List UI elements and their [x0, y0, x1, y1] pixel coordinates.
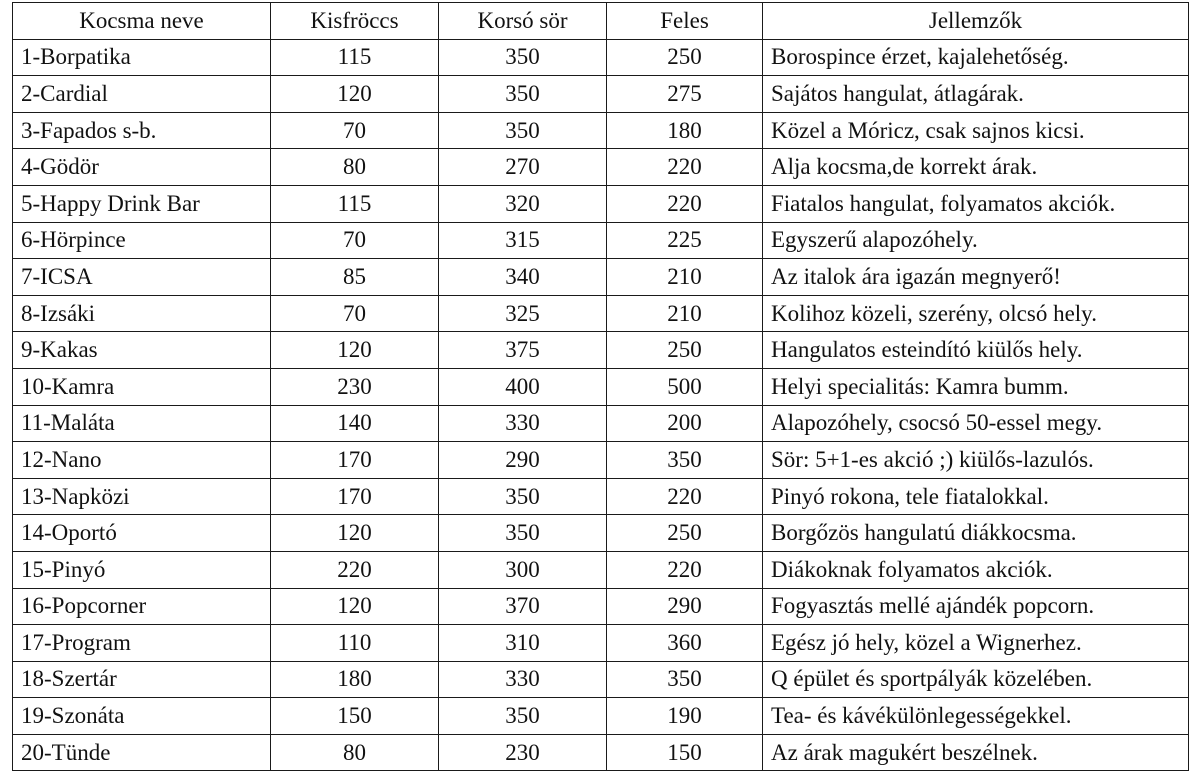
cell-korso-sor-price: 325 [439, 295, 607, 332]
table-row [13, 295, 1189, 332]
cell-description: Borospince érzet, kajalehetőség. [763, 39, 1189, 76]
cell-feles-price: 220 [607, 478, 763, 515]
table-row [13, 76, 1189, 113]
cell-pub-name: 18-Szertár [13, 661, 271, 698]
cell-kisfroccs-price: 170 [271, 442, 439, 479]
cell-kisfroccs-price: 150 [271, 698, 439, 735]
cell-description: Q épület és sportpályák közelében. [763, 661, 1189, 698]
table-row [13, 259, 1189, 296]
table-row [13, 442, 1189, 479]
cell-pub-name: 1-Borpatika [13, 39, 271, 76]
pub-price-table-container [12, 2, 1188, 771]
cell-description: Diákoknak folyamatos akciók. [763, 551, 1189, 588]
cell-pub-name: 6-Hörpince [13, 222, 271, 259]
cell-feles-price: 150 [607, 734, 763, 771]
cell-description: Borgőzös hangulatú diákkocsma. [763, 515, 1189, 552]
cell-korso-sor-price: 330 [439, 405, 607, 442]
cell-pub-name: 8-Izsáki [13, 295, 271, 332]
cell-kisfroccs-price: 120 [271, 588, 439, 625]
cell-kisfroccs-price: 220 [271, 551, 439, 588]
cell-pub-name: 10-Kamra [13, 368, 271, 405]
cell-description: Sör: 5+1-es akció ;) kiülős-lazulós. [763, 442, 1189, 479]
cell-kisfroccs-price: 180 [271, 661, 439, 698]
cell-feles-price: 220 [607, 149, 763, 186]
cell-kisfroccs-price: 115 [271, 39, 439, 76]
cell-pub-name: 19-Szonáta [13, 698, 271, 735]
header-jellemzok: Jellemzők [763, 3, 1189, 40]
cell-korso-sor-price: 230 [439, 734, 607, 771]
table-row [13, 149, 1189, 186]
cell-korso-sor-price: 310 [439, 625, 607, 662]
table-row [13, 515, 1189, 552]
cell-pub-name: 20-Tünde [13, 734, 271, 771]
cell-description: Helyi specialitás: Kamra bumm. [763, 368, 1189, 405]
cell-korso-sor-price: 330 [439, 661, 607, 698]
cell-pub-name: 2-Cardial [13, 76, 271, 113]
cell-description: Egész jó hely, közel a Wignerhez. [763, 625, 1189, 662]
cell-description: Kolihoz közeli, szerény, olcsó hely. [763, 295, 1189, 332]
cell-pub-name: 11-Maláta [13, 405, 271, 442]
cell-korso-sor-price: 370 [439, 588, 607, 625]
header-pub-name: Kocsma neve [13, 3, 271, 40]
cell-kisfroccs-price: 115 [271, 185, 439, 222]
cell-korso-sor-price: 290 [439, 442, 607, 479]
table-row [13, 332, 1189, 369]
cell-feles-price: 180 [607, 112, 763, 149]
header-feles: Feles [607, 3, 763, 40]
cell-description: Az italok ára igazán megnyerő! [763, 259, 1189, 296]
table-header [13, 3, 1189, 40]
cell-feles-price: 250 [607, 332, 763, 369]
cell-kisfroccs-price: 140 [271, 405, 439, 442]
cell-description: Tea- és kávékülönlegességekkel. [763, 698, 1189, 735]
cell-feles-price: 200 [607, 405, 763, 442]
cell-description: Alja kocsma,de korrekt árak. [763, 149, 1189, 186]
cell-description: Alapozóhely, csocsó 50-essel megy. [763, 405, 1189, 442]
cell-korso-sor-price: 320 [439, 185, 607, 222]
cell-korso-sor-price: 315 [439, 222, 607, 259]
table-row [13, 405, 1189, 442]
cell-feles-price: 210 [607, 295, 763, 332]
cell-feles-price: 360 [607, 625, 763, 662]
cell-feles-price: 220 [607, 551, 763, 588]
cell-korso-sor-price: 400 [439, 368, 607, 405]
table-row [13, 39, 1189, 76]
cell-pub-name: 9-Kakas [13, 332, 271, 369]
cell-pub-name: 15-Pinyó [13, 551, 271, 588]
cell-pub-name: 13-Napközi [13, 478, 271, 515]
cell-description: Egyszerű alapozóhely. [763, 222, 1189, 259]
cell-feles-price: 190 [607, 698, 763, 735]
cell-korso-sor-price: 300 [439, 551, 607, 588]
cell-kisfroccs-price: 85 [271, 259, 439, 296]
table-row [13, 698, 1189, 735]
cell-korso-sor-price: 340 [439, 259, 607, 296]
cell-pub-name: 16-Popcorner [13, 588, 271, 625]
cell-pub-name: 4-Gödör [13, 149, 271, 186]
table-body [13, 39, 1189, 771]
table-row [13, 368, 1189, 405]
cell-pub-name: 14-Oportó [13, 515, 271, 552]
table-row [13, 112, 1189, 149]
header-row [13, 3, 1189, 40]
header-kisfroccs: Kisfröccs [271, 3, 439, 40]
cell-description: Az árak magukért beszélnek. [763, 734, 1189, 771]
cell-description: Fogyasztás mellé ajándék popcorn. [763, 588, 1189, 625]
cell-feles-price: 220 [607, 185, 763, 222]
table-row [13, 478, 1189, 515]
header-korso-sor: Korsó sör [439, 3, 607, 40]
cell-korso-sor-price: 350 [439, 76, 607, 113]
cell-description: Sajátos hangulat, átlagárak. [763, 76, 1189, 113]
table-row [13, 625, 1189, 662]
cell-korso-sor-price: 350 [439, 39, 607, 76]
cell-korso-sor-price: 270 [439, 149, 607, 186]
cell-description: Pinyó rokona, tele fiatalokkal. [763, 478, 1189, 515]
cell-kisfroccs-price: 120 [271, 76, 439, 113]
cell-pub-name: 7-ICSA [13, 259, 271, 296]
cell-kisfroccs-price: 230 [271, 368, 439, 405]
cell-kisfroccs-price: 110 [271, 625, 439, 662]
cell-pub-name: 3-Fapados s-b. [13, 112, 271, 149]
cell-kisfroccs-price: 80 [271, 734, 439, 771]
table-row [13, 222, 1189, 259]
cell-korso-sor-price: 350 [439, 478, 607, 515]
cell-feles-price: 350 [607, 442, 763, 479]
cell-kisfroccs-price: 120 [271, 515, 439, 552]
table-row [13, 185, 1189, 222]
cell-kisfroccs-price: 80 [271, 149, 439, 186]
cell-kisfroccs-price: 120 [271, 332, 439, 369]
table-row [13, 551, 1189, 588]
cell-kisfroccs-price: 70 [271, 222, 439, 259]
table-row [13, 661, 1189, 698]
table-row [13, 588, 1189, 625]
cell-feles-price: 210 [607, 259, 763, 296]
cell-korso-sor-price: 375 [439, 332, 607, 369]
cell-feles-price: 225 [607, 222, 763, 259]
cell-pub-name: 5-Happy Drink Bar [13, 185, 271, 222]
cell-feles-price: 250 [607, 39, 763, 76]
cell-description: Hangulatos esteindító kiülős hely. [763, 332, 1189, 369]
cell-feles-price: 350 [607, 661, 763, 698]
cell-pub-name: 12-Nano [13, 442, 271, 479]
cell-korso-sor-price: 350 [439, 515, 607, 552]
cell-pub-name: 17-Program [13, 625, 271, 662]
cell-feles-price: 275 [607, 76, 763, 113]
table-row [13, 734, 1189, 771]
pub-price-table [12, 2, 1189, 771]
cell-kisfroccs-price: 70 [271, 295, 439, 332]
cell-description: Közel a Móricz, csak sajnos kicsi. [763, 112, 1189, 149]
cell-feles-price: 290 [607, 588, 763, 625]
cell-feles-price: 250 [607, 515, 763, 552]
cell-korso-sor-price: 350 [439, 698, 607, 735]
cell-description: Fiatalos hangulat, folyamatos akciók. [763, 185, 1189, 222]
cell-feles-price: 500 [607, 368, 763, 405]
cell-kisfroccs-price: 70 [271, 112, 439, 149]
cell-korso-sor-price: 350 [439, 112, 607, 149]
cell-kisfroccs-price: 170 [271, 478, 439, 515]
